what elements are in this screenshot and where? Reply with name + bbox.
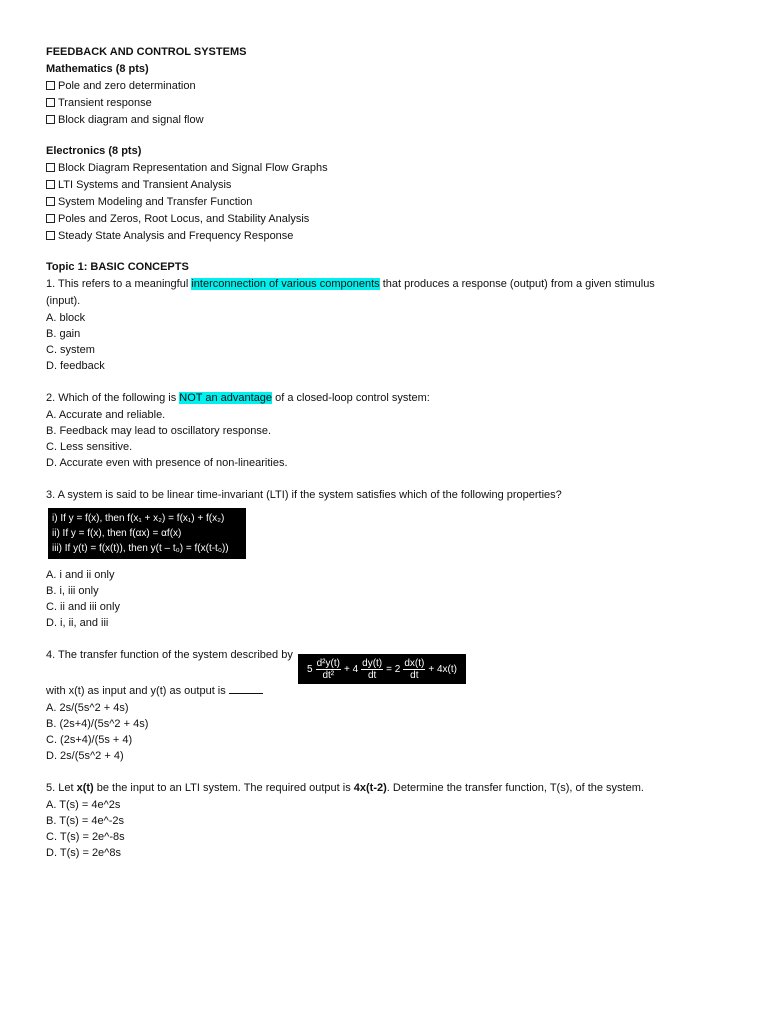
q4-stem: 4. The transfer function of the system described by <box>46 649 293 661</box>
q5-option-a: A. T(s) = 4e^2s <box>46 799 121 811</box>
property-i: i) If y = f(x), then f(x₁ + x₂) = f(x₁) + f(x₂) <box>52 513 225 524</box>
q1-option-c: C. system <box>46 344 95 356</box>
elec-heading: Electronics (8 pts) <box>46 145 142 157</box>
q1-option-d: D. feedback <box>46 360 105 372</box>
checklist-item: Pole and zero determination <box>46 78 736 95</box>
q1-option-a: A. block <box>46 312 86 324</box>
q1-stem: 1. This refers to a meaningful interconnection of various components that produces a response (output) from a given stimulus <box>46 278 655 290</box>
q2-option-b: B. Feedback may lead to oscillatory response. <box>46 425 272 437</box>
checkbox-icon <box>46 81 55 90</box>
differential-equation: 5 $\frac{\text{d²y(t)}}{\text{dt²}}$ + 4 $\frac{dy(t)}{dt}$ = 2 $\frac{dx(t)}{dt}$ + 4x(t) <box>298 654 466 684</box>
math-heading: Mathematics (8 pts) <box>46 63 149 75</box>
q1-option-b: B. gain <box>46 328 81 340</box>
lti-properties-box <box>48 508 246 559</box>
q4-option-c: C. (2s+4)/(5s + 4) <box>46 734 133 746</box>
checkbox-icon <box>46 214 55 223</box>
q5-option-d: D. T(s) = 2e^8s <box>46 847 121 859</box>
checklist-item: Transient response <box>46 95 736 112</box>
q2-option-c: C. Less sensitive. <box>46 441 133 453</box>
checklist-item: Block diagram and signal flow <box>46 112 736 129</box>
checkbox-icon <box>46 180 55 189</box>
q5-option-c: C. T(s) = 2e^-8s <box>46 831 125 843</box>
q4-stem-row <box>46 647 736 681</box>
checkbox-icon <box>46 231 55 240</box>
property-ii: ii) If y = f(x), then f(αx) = αf(x) <box>52 528 182 539</box>
q5-stem: 5. Let x(t) be the input to an LTI system. The required output is 4x(t-2). Determine the transfer function, T(s), of the system. <box>46 782 644 794</box>
q2-highlight: NOT an advantage <box>179 392 273 404</box>
checkbox-icon <box>46 197 55 206</box>
property-iii: iii) If y(t) = f(x(t)), then y(t – t₀) = f(x(t-t₀)) <box>52 543 229 554</box>
checklist-item: Poles and Zeros, Root Locus, and Stability Analysis <box>46 211 736 228</box>
checklist-item: Block Diagram Representation and Signal Flow Graphs <box>46 160 736 177</box>
q4-option-b: B. (2s+4)/(5s^2 + 4s) <box>46 718 149 730</box>
checkbox-icon <box>46 163 55 172</box>
document-title: FEEDBACK AND CONTROL SYSTEMS <box>46 46 247 58</box>
q3-option-d: D. i, ii, and iii <box>46 617 109 629</box>
answer-blank <box>229 683 263 694</box>
q5-option-b: B. T(s) = 4e^-2s <box>46 815 125 827</box>
checkbox-icon <box>46 98 55 107</box>
q3-option-c: C. ii and iii only <box>46 601 120 613</box>
q1-highlight: interconnection of various components <box>191 278 380 290</box>
checklist-item: System Modeling and Transfer Function <box>46 194 736 211</box>
q3-stem: 3. A system is said to be linear time-invariant (LTI) if the system satisfies which of the following properties? <box>46 489 562 501</box>
checkbox-icon <box>46 115 55 124</box>
q1-stem-cont: (input). <box>46 295 81 307</box>
q3-option-a: A. i and ii only <box>46 569 115 581</box>
topic-heading: Topic 1: BASIC CONCEPTS <box>46 261 189 273</box>
q4-stem-tail: with x(t) as input and y(t) as output is <box>46 683 736 700</box>
checklist-item: Steady State Analysis and Frequency Response <box>46 228 736 245</box>
checklist-item: LTI Systems and Transient Analysis <box>46 177 736 194</box>
q2-option-a: A. Accurate and reliable. <box>46 409 166 421</box>
q2-stem: 2. Which of the following is NOT an advantage of a closed-loop control system: <box>46 392 430 404</box>
document-page <box>46 44 736 861</box>
q4-option-d: D. 2s/(5s^2 + 4) <box>46 750 124 762</box>
q4-option-a: A. 2s/(5s^2 + 4s) <box>46 702 129 714</box>
q3-option-b: B. i, iii only <box>46 585 99 597</box>
q2-option-d: D. Accurate even with presence of non-linearities. <box>46 457 288 469</box>
